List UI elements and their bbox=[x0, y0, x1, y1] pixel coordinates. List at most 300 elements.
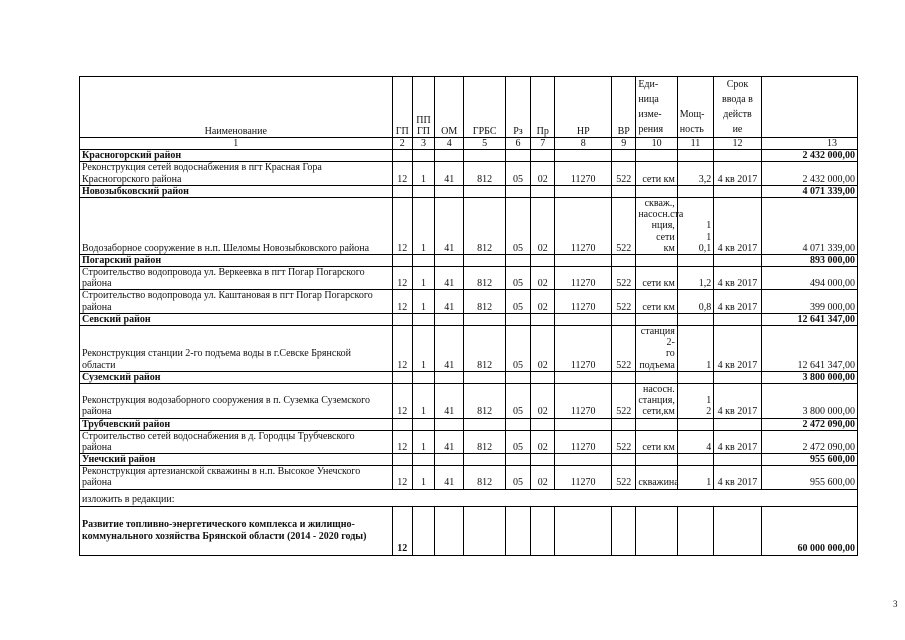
project-unit-line: станция 2- bbox=[640, 326, 675, 349]
column-number: 5 bbox=[464, 138, 505, 150]
project-gp: 12 bbox=[392, 197, 412, 254]
project-amount: 494 000,00 bbox=[761, 267, 857, 290]
project-nr: 11270 bbox=[555, 290, 612, 313]
empty-cell bbox=[435, 506, 464, 555]
project-name-line: Реконструкция водозаборного сооружения в п. Суземка Суземского bbox=[82, 395, 370, 407]
column-number: 9 bbox=[612, 138, 636, 150]
project-om: 41 bbox=[435, 197, 464, 254]
project-pr: 02 bbox=[531, 466, 555, 489]
empty-cell bbox=[412, 371, 434, 383]
project-power-line: 0,1 bbox=[698, 242, 712, 254]
project-unit-line: станция, bbox=[638, 395, 675, 407]
program-name-line: Развитие топливно-энергетического комплекса и жилищно- bbox=[82, 519, 355, 531]
project-power-line: 1 bbox=[706, 395, 712, 407]
column-number: 4 bbox=[435, 138, 464, 150]
project-nr: 11270 bbox=[555, 162, 612, 185]
project-nr: 11270 bbox=[555, 326, 612, 372]
project-om: 41 bbox=[435, 267, 464, 290]
empty-cell bbox=[412, 506, 434, 555]
project-om: 41 bbox=[435, 383, 464, 418]
project-vr: 522 bbox=[612, 290, 636, 313]
district-total: 4 071 339,00 bbox=[761, 185, 857, 197]
project-row bbox=[80, 326, 858, 372]
district-name: Погарский район bbox=[80, 254, 393, 266]
district-row bbox=[80, 313, 858, 325]
header-power bbox=[677, 77, 713, 138]
empty-cell bbox=[435, 371, 464, 383]
empty-cell bbox=[435, 150, 464, 162]
empty-cell bbox=[677, 371, 713, 383]
project-nr: 11270 bbox=[555, 383, 612, 418]
empty-cell bbox=[435, 313, 464, 325]
project-gp: 12 bbox=[392, 267, 412, 290]
header-nr: НР bbox=[555, 77, 612, 138]
project-ppgp: 1 bbox=[412, 326, 434, 372]
empty-cell bbox=[531, 313, 555, 325]
empty-cell bbox=[612, 150, 636, 162]
empty-cell bbox=[464, 454, 505, 466]
project-unit-line: км bbox=[663, 242, 675, 254]
project-row bbox=[80, 466, 858, 489]
project-term: 4 кв 2017 bbox=[714, 430, 762, 453]
empty-cell bbox=[531, 254, 555, 266]
project-power-line: 2 bbox=[706, 406, 712, 418]
project-nr: 11270 bbox=[555, 466, 612, 489]
project-om: 41 bbox=[435, 290, 464, 313]
project-nr: 11270 bbox=[555, 267, 612, 290]
project-rz: 05 bbox=[505, 290, 530, 313]
project-rz: 05 bbox=[505, 466, 530, 489]
column-number: 10 bbox=[636, 138, 677, 150]
project-term: 4 кв 2017 bbox=[714, 290, 762, 313]
program-name-line: коммунального хозяйства Брянской области (2014 - 2020 годы) bbox=[82, 530, 367, 542]
empty-cell bbox=[531, 185, 555, 197]
project-vr: 522 bbox=[612, 383, 636, 418]
project-amount: 2 472 090,00 bbox=[761, 430, 857, 453]
empty-cell bbox=[435, 418, 464, 430]
column-number-row bbox=[80, 138, 858, 150]
project-rz: 05 bbox=[505, 430, 530, 453]
project-vr: 522 bbox=[612, 162, 636, 185]
empty-cell bbox=[555, 418, 612, 430]
project-name-line: района bbox=[82, 301, 112, 313]
empty-cell bbox=[464, 150, 505, 162]
project-grbs: 812 bbox=[464, 267, 505, 290]
project-unit: сети км bbox=[636, 290, 677, 313]
header-unit-line: Еди- bbox=[638, 79, 659, 90]
edit-note: изложить в редакции: bbox=[80, 489, 858, 506]
project-unit: сети км bbox=[636, 430, 677, 453]
project-pr: 02 bbox=[531, 430, 555, 453]
project-name-line: Строительство водопровода ул. Веркеевка в пгт Погар Погарского bbox=[82, 267, 365, 279]
column-number: 2 bbox=[392, 138, 412, 150]
empty-cell bbox=[636, 313, 677, 325]
project-gp: 12 bbox=[392, 383, 412, 418]
header-pr: Пр bbox=[531, 77, 555, 138]
project-name bbox=[80, 383, 393, 418]
project-name bbox=[80, 290, 393, 313]
project-unit: сети км bbox=[636, 162, 677, 185]
project-amount: 2 432 000,00 bbox=[761, 162, 857, 185]
project-om: 41 bbox=[435, 430, 464, 453]
header-unit-line: ница bbox=[638, 94, 659, 105]
page-number: 3 bbox=[893, 599, 898, 609]
empty-cell bbox=[714, 150, 762, 162]
project-vr: 522 bbox=[612, 466, 636, 489]
project-power-line: 1 bbox=[706, 220, 712, 232]
project-rz: 05 bbox=[505, 162, 530, 185]
program-name bbox=[80, 506, 393, 555]
project-row bbox=[80, 162, 858, 185]
header-term-line: ие bbox=[732, 124, 743, 135]
project-name-line: Реконструкция сетей водоснабжения в пгт Красная Гора bbox=[82, 162, 322, 174]
empty-cell bbox=[555, 506, 612, 555]
empty-cell bbox=[612, 313, 636, 325]
empty-cell bbox=[714, 185, 762, 197]
empty-cell bbox=[412, 150, 434, 162]
project-ppgp: 1 bbox=[412, 162, 434, 185]
project-unit: сети км bbox=[636, 267, 677, 290]
header-vr: ВР bbox=[612, 77, 636, 138]
project-gp: 12 bbox=[392, 430, 412, 453]
project-term: 4 кв 2017 bbox=[714, 267, 762, 290]
empty-cell bbox=[392, 454, 412, 466]
project-unit-line: го подъема bbox=[639, 348, 675, 371]
project-row bbox=[80, 197, 858, 254]
header-unit-line: изме- bbox=[638, 109, 662, 120]
empty-cell bbox=[531, 371, 555, 383]
empty-cell bbox=[714, 454, 762, 466]
project-ppgp: 1 bbox=[412, 466, 434, 489]
project-grbs: 812 bbox=[464, 326, 505, 372]
project-gp: 12 bbox=[392, 162, 412, 185]
header-grbs: ГРБС bbox=[464, 77, 505, 138]
project-pr: 02 bbox=[531, 162, 555, 185]
project-row bbox=[80, 430, 858, 453]
project-name bbox=[80, 197, 393, 254]
header-gp: ГП bbox=[392, 77, 412, 138]
project-unit bbox=[636, 326, 677, 372]
project-grbs: 812 bbox=[464, 197, 505, 254]
project-name bbox=[80, 430, 393, 453]
empty-cell bbox=[505, 150, 530, 162]
empty-cell bbox=[612, 254, 636, 266]
empty-cell bbox=[677, 185, 713, 197]
project-power-line: 1 bbox=[706, 231, 712, 243]
empty-cell bbox=[435, 454, 464, 466]
district-total: 955 600,00 bbox=[761, 454, 857, 466]
empty-cell bbox=[392, 371, 412, 383]
district-name: Суземский район bbox=[80, 371, 393, 383]
empty-cell bbox=[531, 150, 555, 162]
column-number: 3 bbox=[412, 138, 434, 150]
project-unit-line: скваж., bbox=[644, 197, 675, 209]
empty-cell bbox=[612, 454, 636, 466]
empty-cell bbox=[392, 313, 412, 325]
header-amount bbox=[761, 77, 857, 138]
empty-cell bbox=[714, 418, 762, 430]
project-pr: 02 bbox=[531, 267, 555, 290]
project-gp: 12 bbox=[392, 290, 412, 313]
empty-cell bbox=[636, 150, 677, 162]
project-name-line: области bbox=[82, 359, 116, 371]
empty-cell bbox=[531, 506, 555, 555]
project-vr: 522 bbox=[612, 430, 636, 453]
project-power: 4 bbox=[677, 430, 713, 453]
district-total: 2 432 000,00 bbox=[761, 150, 857, 162]
header-term-line: ввода в bbox=[722, 94, 753, 105]
project-amount: 4 071 339,00 bbox=[761, 197, 857, 254]
empty-cell bbox=[435, 254, 464, 266]
district-row bbox=[80, 254, 858, 266]
empty-cell bbox=[636, 371, 677, 383]
project-power: 1 bbox=[677, 466, 713, 489]
project-power: 1,2 bbox=[677, 267, 713, 290]
project-term: 4 кв 2017 bbox=[714, 197, 762, 254]
project-unit-line: насосн. bbox=[643, 383, 675, 395]
project-vr: 522 bbox=[612, 197, 636, 254]
project-nr: 11270 bbox=[555, 197, 612, 254]
column-number: 1 bbox=[80, 138, 393, 150]
project-amount: 399 000,00 bbox=[761, 290, 857, 313]
empty-cell bbox=[392, 150, 412, 162]
empty-cell bbox=[612, 506, 636, 555]
district-row bbox=[80, 371, 858, 383]
empty-cell bbox=[464, 254, 505, 266]
project-gp: 12 bbox=[392, 326, 412, 372]
empty-cell bbox=[612, 371, 636, 383]
program-row bbox=[80, 506, 858, 555]
project-power: 3,2 bbox=[677, 162, 713, 185]
district-name: Трубчевский район bbox=[80, 418, 393, 430]
project-nr: 11270 bbox=[555, 430, 612, 453]
empty-cell bbox=[677, 254, 713, 266]
project-pr: 02 bbox=[531, 326, 555, 372]
project-name bbox=[80, 326, 393, 372]
project-name-line: Реконструкция станции 2-го подъема воды в г.Севске Брянской bbox=[82, 348, 352, 360]
project-pr: 02 bbox=[531, 197, 555, 254]
district-row bbox=[80, 150, 858, 162]
empty-cell bbox=[505, 506, 530, 555]
project-name-line: Строительство водопровода ул. Каштановая в пгт Погар Погарского bbox=[82, 290, 373, 302]
empty-cell bbox=[555, 454, 612, 466]
empty-cell bbox=[464, 506, 505, 555]
empty-cell bbox=[505, 371, 530, 383]
project-vr: 522 bbox=[612, 326, 636, 372]
project-term: 4 кв 2017 bbox=[714, 326, 762, 372]
empty-cell bbox=[464, 418, 505, 430]
empty-cell bbox=[677, 150, 713, 162]
header-ppgp-line: ПП bbox=[416, 114, 431, 126]
empty-cell bbox=[714, 254, 762, 266]
empty-cell bbox=[505, 254, 530, 266]
program-gp: 12 bbox=[392, 506, 412, 555]
empty-cell bbox=[714, 313, 762, 325]
project-amount: 12 641 347,00 bbox=[761, 326, 857, 372]
empty-cell bbox=[464, 371, 505, 383]
project-ppgp: 1 bbox=[412, 430, 434, 453]
project-grbs: 812 bbox=[464, 383, 505, 418]
district-row bbox=[80, 454, 858, 466]
column-number: 12 bbox=[714, 138, 762, 150]
empty-cell bbox=[677, 506, 713, 555]
project-unit-line: сети,км bbox=[642, 406, 675, 418]
empty-cell bbox=[636, 185, 677, 197]
empty-cell bbox=[435, 185, 464, 197]
budget-table bbox=[79, 76, 858, 556]
project-unit: скважина bbox=[636, 466, 677, 489]
column-number: 7 bbox=[531, 138, 555, 150]
project-amount: 3 800 000,00 bbox=[761, 383, 857, 418]
project-name bbox=[80, 267, 393, 290]
project-name-line: Реконструкция артезианской скважины в н.п. Высокое Унечского bbox=[82, 466, 361, 478]
empty-cell bbox=[531, 418, 555, 430]
project-name bbox=[80, 162, 393, 185]
empty-cell bbox=[505, 418, 530, 430]
project-name-line: района bbox=[82, 278, 112, 290]
empty-cell bbox=[612, 418, 636, 430]
project-grbs: 812 bbox=[464, 466, 505, 489]
project-row bbox=[80, 383, 858, 418]
project-unit-line: нция, сети bbox=[651, 220, 675, 243]
header-om: ОМ bbox=[435, 77, 464, 138]
empty-cell bbox=[677, 418, 713, 430]
project-name-line: района bbox=[82, 441, 112, 453]
project-om: 41 bbox=[435, 326, 464, 372]
project-unit bbox=[636, 197, 684, 254]
empty-cell bbox=[636, 454, 677, 466]
empty-cell bbox=[412, 185, 434, 197]
header-power-line: Мощ- bbox=[679, 109, 705, 120]
project-term: 4 кв 2017 bbox=[714, 383, 762, 418]
district-total: 2 472 090,00 bbox=[761, 418, 857, 430]
empty-cell bbox=[505, 185, 530, 197]
project-name bbox=[80, 466, 393, 489]
empty-cell bbox=[412, 313, 434, 325]
project-pr: 02 bbox=[531, 290, 555, 313]
district-name: Красногорский район bbox=[80, 150, 393, 162]
empty-cell bbox=[412, 418, 434, 430]
project-term: 4 кв 2017 bbox=[714, 162, 762, 185]
project-power bbox=[677, 383, 713, 418]
district-name: Унечский район bbox=[80, 454, 393, 466]
empty-cell bbox=[464, 185, 505, 197]
project-name-line: района bbox=[82, 477, 112, 489]
header-name: Наименование bbox=[80, 77, 393, 138]
project-vr: 522 bbox=[612, 267, 636, 290]
empty-cell bbox=[636, 506, 677, 555]
empty-cell bbox=[392, 185, 412, 197]
empty-cell bbox=[505, 313, 530, 325]
empty-cell bbox=[555, 313, 612, 325]
header-ppgp bbox=[412, 77, 434, 138]
empty-cell bbox=[412, 454, 434, 466]
district-name: Севский район bbox=[80, 313, 393, 325]
project-term: 4 кв 2017 bbox=[714, 466, 762, 489]
project-om: 41 bbox=[435, 162, 464, 185]
edit-note-row bbox=[80, 489, 858, 506]
project-ppgp: 1 bbox=[412, 197, 434, 254]
project-name-line: района bbox=[82, 406, 112, 418]
empty-cell bbox=[412, 254, 434, 266]
district-total: 3 800 000,00 bbox=[761, 371, 857, 383]
header-term bbox=[714, 77, 762, 138]
header-term-line: Срок bbox=[726, 79, 749, 90]
empty-cell bbox=[555, 185, 612, 197]
header-term-line: действ bbox=[723, 109, 752, 120]
project-power bbox=[677, 197, 713, 254]
project-om: 41 bbox=[435, 466, 464, 489]
header-ppgp-line: ГП bbox=[416, 125, 430, 137]
project-unit-line: насосн.стa bbox=[638, 209, 684, 221]
project-name-line: Красногорского района bbox=[82, 173, 182, 185]
empty-cell bbox=[531, 454, 555, 466]
project-unit bbox=[636, 383, 677, 418]
project-amount: 955 600,00 bbox=[761, 466, 857, 489]
project-pr: 02 bbox=[531, 383, 555, 418]
empty-cell bbox=[636, 418, 677, 430]
empty-cell bbox=[636, 254, 677, 266]
project-row bbox=[80, 267, 858, 290]
column-number: 13 bbox=[761, 138, 857, 150]
header-rz: Рз bbox=[505, 77, 530, 138]
header-row bbox=[80, 77, 858, 138]
header-unit bbox=[636, 77, 677, 138]
column-number: 11 bbox=[677, 138, 713, 150]
table-body bbox=[80, 77, 858, 556]
project-name-line: Строительство сетей водоснабжения в д. Городцы Трубчевского bbox=[82, 430, 355, 442]
program-amount: 60 000 000,00 bbox=[761, 506, 857, 555]
empty-cell bbox=[612, 185, 636, 197]
district-row bbox=[80, 185, 858, 197]
column-number: 6 bbox=[505, 138, 530, 150]
project-name-line: Водозаборное сооружение в н.п. Шеломы Новозыбковского района bbox=[82, 242, 370, 254]
empty-cell bbox=[392, 418, 412, 430]
project-ppgp: 1 bbox=[412, 383, 434, 418]
project-rz: 05 bbox=[505, 197, 530, 254]
project-power: 0,8 bbox=[677, 290, 713, 313]
column-number: 8 bbox=[555, 138, 612, 150]
district-total: 12 641 347,00 bbox=[761, 313, 857, 325]
project-grbs: 812 bbox=[464, 430, 505, 453]
header-unit-line: рения bbox=[638, 124, 664, 135]
project-ppgp: 1 bbox=[412, 267, 434, 290]
district-total: 893 000,00 bbox=[761, 254, 857, 266]
project-grbs: 812 bbox=[464, 290, 505, 313]
empty-cell bbox=[714, 506, 762, 555]
project-grbs: 812 bbox=[464, 162, 505, 185]
empty-cell bbox=[714, 371, 762, 383]
district-row bbox=[80, 418, 858, 430]
project-power: 1 bbox=[677, 326, 713, 372]
header-power-line: ность bbox=[679, 124, 704, 135]
empty-cell bbox=[555, 254, 612, 266]
project-row bbox=[80, 290, 858, 313]
project-gp: 12 bbox=[392, 466, 412, 489]
empty-cell bbox=[555, 150, 612, 162]
empty-cell bbox=[505, 454, 530, 466]
empty-cell bbox=[555, 371, 612, 383]
district-name: Новозыбковский район bbox=[80, 185, 393, 197]
project-rz: 05 bbox=[505, 267, 530, 290]
empty-cell bbox=[464, 313, 505, 325]
project-rz: 05 bbox=[505, 383, 530, 418]
project-ppgp: 1 bbox=[412, 290, 434, 313]
empty-cell bbox=[392, 254, 412, 266]
project-rz: 05 bbox=[505, 326, 530, 372]
empty-cell bbox=[677, 313, 713, 325]
empty-cell bbox=[677, 454, 713, 466]
